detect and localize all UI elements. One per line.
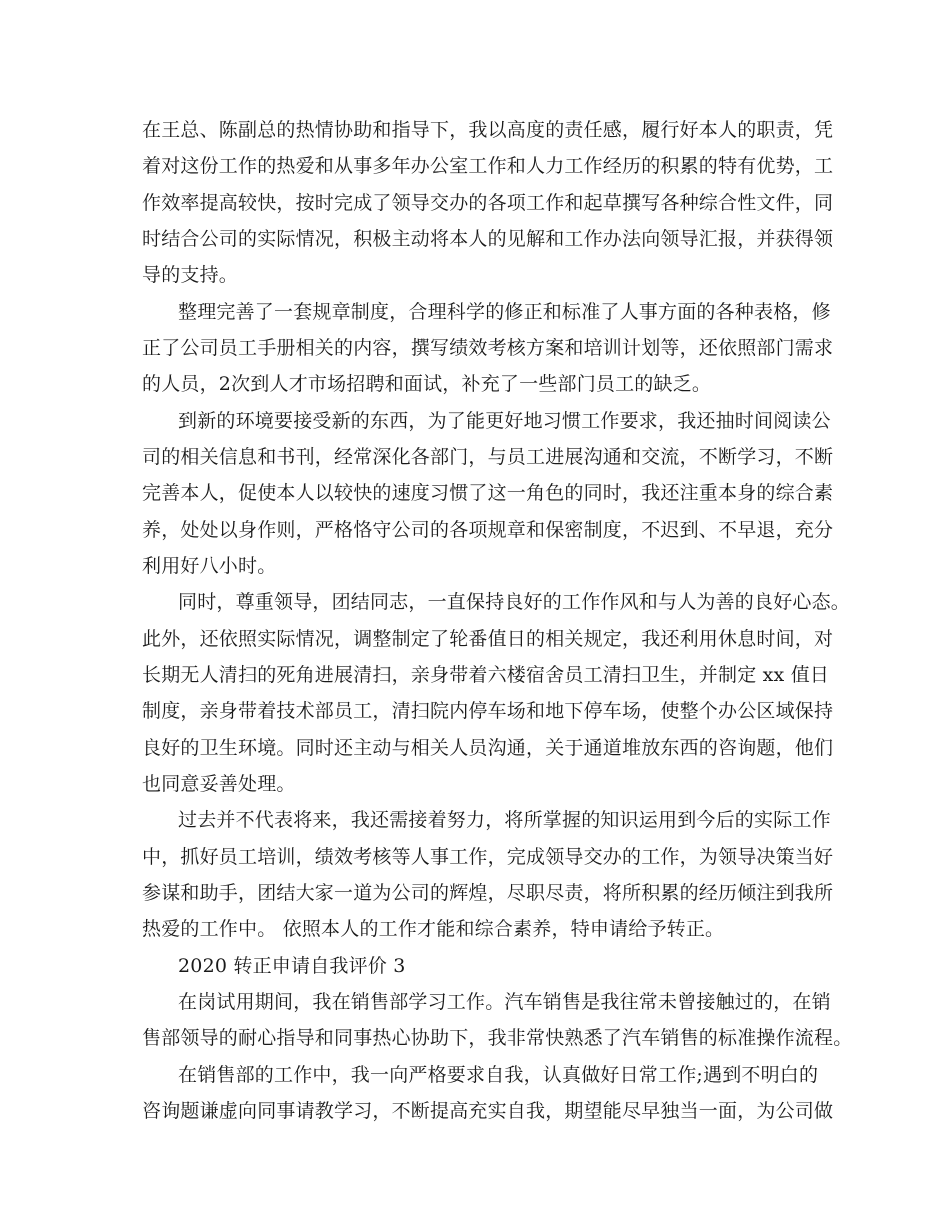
text-line: 着对这份工作的热爱和从事多年办公室工作和人力工作经历的积累的特有优势，工 bbox=[142, 155, 834, 177]
text-line: 良好的卫生环境。同时还主动与相关人员沟通，关于通道堆放东西的咨询题，他们 bbox=[142, 737, 834, 759]
section-heading: 2020 转正申请自我评价 3 bbox=[178, 955, 406, 977]
text-line: 参谋和助手，团结大家一道为公司的辉煌，尽职尽责，将所积累的经历倾注到我所 bbox=[142, 882, 834, 904]
text-line: 同时，尊重领导，团结同志，一直保持良好的工作作风和与人为善的良好心态。 bbox=[178, 591, 851, 613]
text-line: 完善本人，促使本人以较快的速度习惯了这一角色的同时，我还注重本身的综合素 bbox=[142, 482, 834, 504]
text-line: 此外，还依照实际情况，调整制定了轮番值日的相关规定，我还利用休息时间，对 bbox=[142, 628, 834, 650]
text-line: 长期无人清扫的死角进展清扫，亲身带着六楼宿舍员工清扫卫生，并制定 xx 值日 bbox=[142, 664, 830, 686]
text-line: 也同意妥善处理。 bbox=[142, 773, 296, 795]
text-line: 在王总、陈副总的热情协助和指导下，我以高度的责任感，履行好本人的职责，凭 bbox=[142, 119, 834, 141]
text-line: 养，处处以身作则，严格恪守公司的各项规章和保密制度，不迟到、不早退，充分 bbox=[142, 519, 834, 541]
text-line: 的人员，2次到人才市场招聘和面试，补充了一些部门员工的缺乏。 bbox=[142, 373, 712, 395]
text-line: 制度，亲身带着技术部员工，清扫院内停车场和地下停车场，使整个办公区域保持 bbox=[142, 700, 834, 722]
text-line: 正了公司员工手册相关的内容，撰写绩效考核方案和培训计划等，还依照部门需求 bbox=[142, 337, 834, 359]
text-line: 在岗试用期间，我在销售部学习工作。汽车销售是我往常未曾接触过的，在销 bbox=[178, 991, 831, 1013]
text-line: 作效率提高较快，按时完成了领导交办的各项工作和起草撰写各种综合性文件，同 bbox=[142, 192, 834, 214]
text-line: 售部领导的耐心指导和同事热心协助下，我非常快熟悉了汽车销售的标准操作流程。 bbox=[142, 1027, 853, 1049]
text-line: 时结合公司的实际情况，积极主动将本人的见解和工作办法向领导汇报，并获得领 bbox=[142, 228, 834, 250]
text-line: 过去并不代表将来，我还需接着努力，将所掌握的知识运用到今后的实际工作 bbox=[178, 809, 831, 831]
text-line: 利用好八小时。 bbox=[142, 555, 277, 577]
text-line: 整理完善了一套规章制度，合理科学的修正和标准了人事方面的各种表格，修 bbox=[178, 301, 831, 323]
text-line: 热爱的工作中。 依照本人的工作才能和综合素养，特申请给予转正。 bbox=[142, 918, 725, 940]
text-line: 中，抓好员工培训，绩效考核等人事工作，完成领导交办的工作，为领导决策当好 bbox=[142, 846, 834, 868]
text-line: 司的相关信息和书刊，经常深化各部门，与员工进展沟通和交流，不断学习，不断 bbox=[142, 446, 834, 468]
text-line: 导的支持。 bbox=[142, 264, 239, 286]
text-line: 到新的环境要接受新的东西，为了能更好地习惯工作要求，我还抽时间阅读公 bbox=[178, 410, 831, 432]
text-line: 咨询题谦虚向同事请教学习，不断提高充实自我，期望能尽早独当一面，为公司做 bbox=[142, 1100, 834, 1122]
text-line: 在销售部的工作中，我一向严格要求自我，认真做好日常工作;遇到不明白的 bbox=[178, 1064, 819, 1086]
